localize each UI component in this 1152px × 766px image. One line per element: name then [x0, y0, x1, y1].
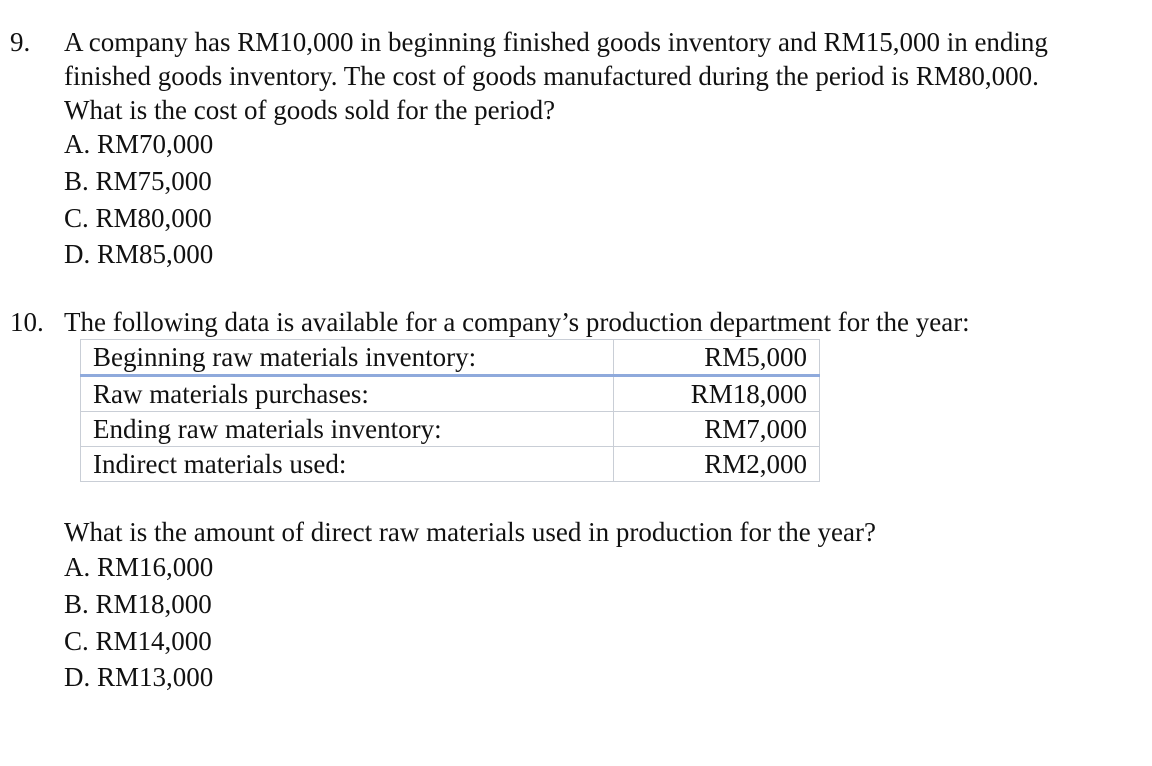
table-cell-label: Beginning raw materials inventory: [81, 340, 614, 376]
table-row [81, 340, 820, 376]
question-10-option-a: A. RM16,000 [64, 552, 214, 582]
question-9-text-line: What is the cost of goods sold for the period? [64, 95, 556, 125]
table-cell-label: Indirect materials used: [81, 447, 614, 482]
table-row [81, 447, 820, 482]
question-10-text: What is the amount of direct raw materials used in production for the year? [64, 517, 876, 547]
question-9-option-d: D. RM85,000 [64, 239, 214, 269]
materials-data-table [80, 339, 820, 482]
question-9-option-c: C. RM80,000 [64, 203, 212, 233]
question-9-option-b: B. RM75,000 [64, 166, 212, 196]
table-cell-label: Ending raw materials inventory: [81, 412, 614, 447]
question-10-option-d: D. RM13,000 [64, 662, 214, 692]
question-10-number: 10. [10, 307, 44, 337]
table-cell-value: RM5,000 [614, 340, 820, 376]
table-row [81, 412, 820, 447]
table-cell-label: Raw materials purchases: [81, 376, 614, 412]
question-10-intro: The following data is available for a company’s production department for the year: [64, 307, 970, 337]
question-10-option-c: C. RM14,000 [64, 626, 212, 656]
question-9-text-line: finished goods inventory. The cost of goods manufactured during the period is RM80,000. [64, 61, 1039, 91]
table-row [81, 376, 820, 412]
table-cell-value: RM7,000 [614, 412, 820, 447]
question-9-option-a: A. RM70,000 [64, 129, 214, 159]
table-cell-value: RM2,000 [614, 447, 820, 482]
question-10-option-b: B. RM18,000 [64, 589, 212, 619]
question-9-number: 9. [10, 27, 31, 57]
table-cell-value: RM18,000 [614, 376, 820, 412]
question-9-text-line: A company has RM10,000 in beginning finished goods inventory and RM15,000 in ending [64, 27, 1048, 57]
